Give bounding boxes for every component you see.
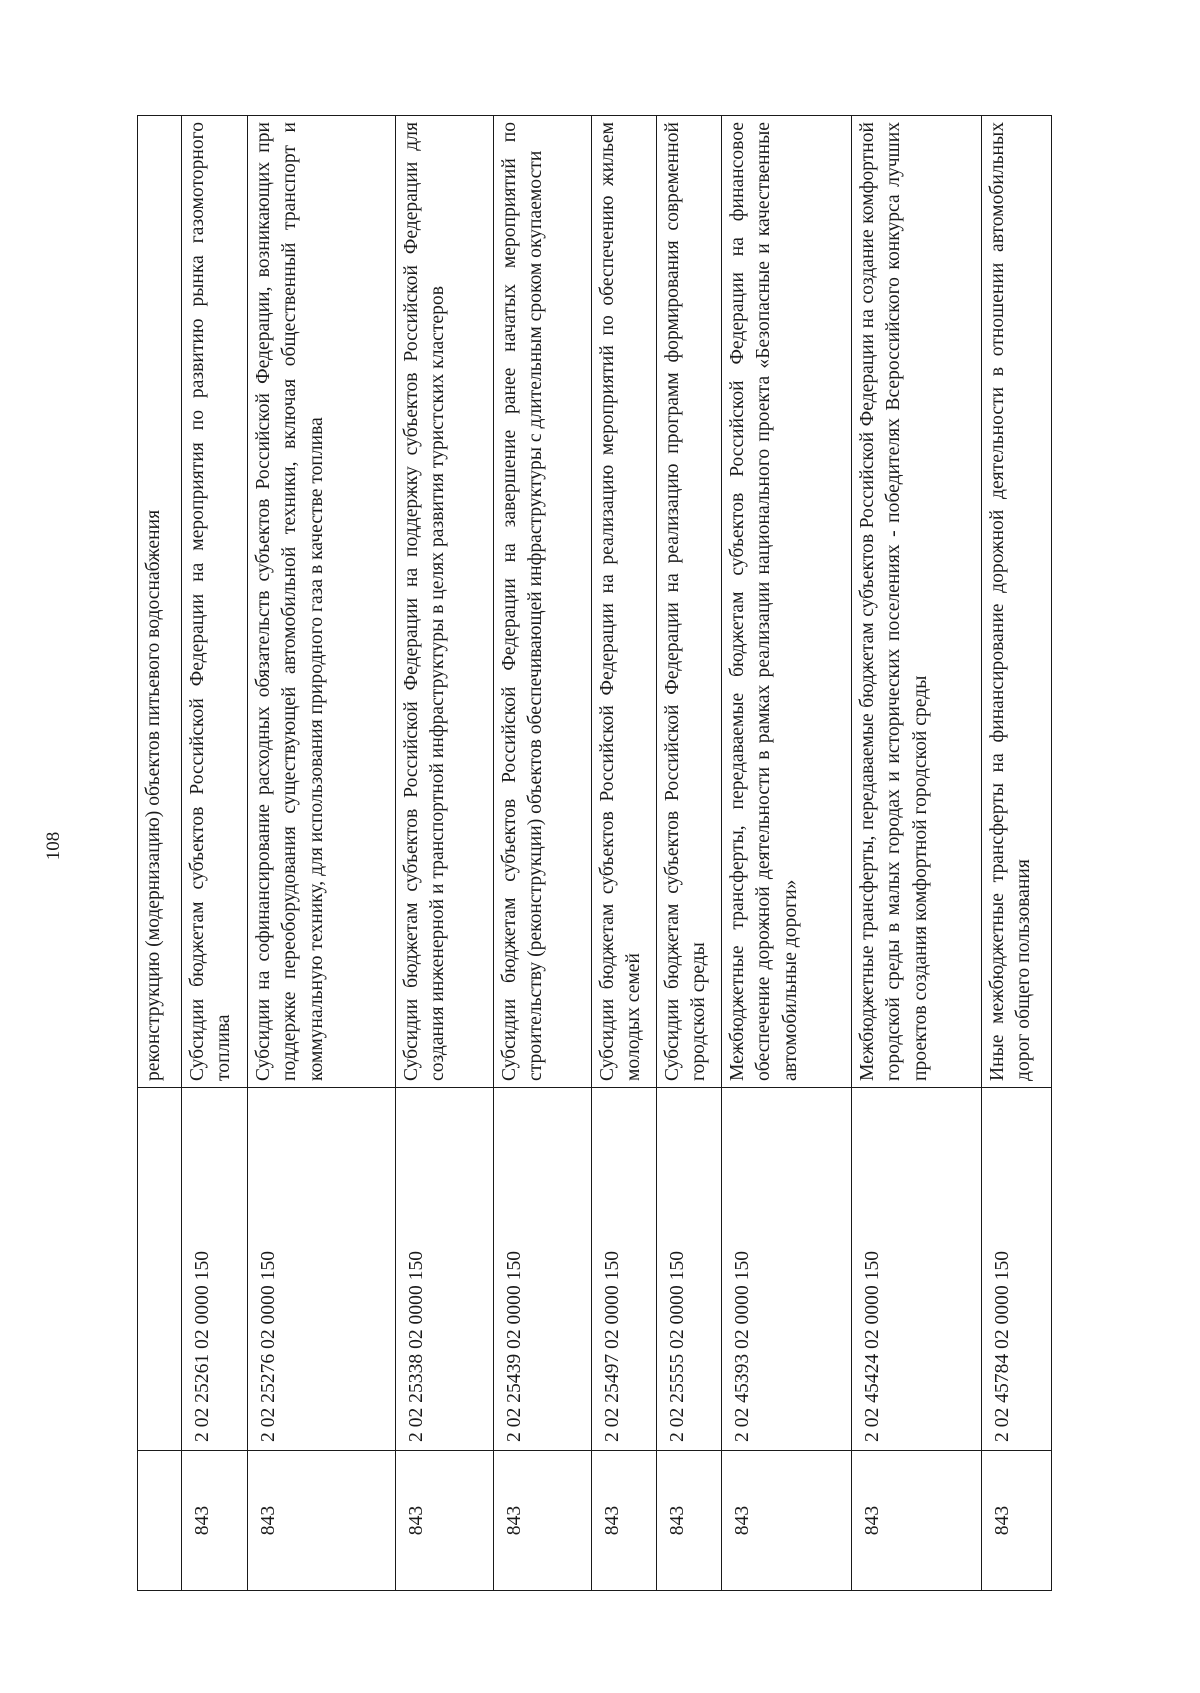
revenue-code-cell: 2 02 25338 02 0000 150 [396, 1088, 494, 1451]
revenue-name-cell: Иные межбюджетные трансферты на финансирование дорожной деятельности в отношении автомобильных дорог общего пользования [982, 116, 1052, 1088]
table-row [248, 116, 396, 1591]
revenue-name-cell: Субсидии бюджетам субъектов Российской Федерации на поддержку субъектов Российской Федерации для создания инженерной и транспортной инфраструктуры в целях развития туристских кластеров [396, 116, 494, 1088]
revenue-name-cell: Субсидии на софинансирование расходных обязательств субъектов Российской Федерации, возникающих при поддержке переоборудования существующей автомобильной техники, включая общественный транспорт и коммунальную технику, для использования природного газа в качестве топлива [248, 116, 396, 1088]
admin-code-cell: 843 [657, 1451, 722, 1591]
admin-code-cell: 843 [592, 1451, 657, 1591]
revenue-name-cell: Межбюджетные трансферты, передаваемые бюджетам субъектов Российской Федерации на создание комфортной городской среды в малых городах и исторических поселениях - победителях Всероссийского конкурса лучших проектов создания комфортной городской среды [852, 116, 982, 1088]
table-row [722, 116, 852, 1591]
admin-code-cell [138, 1451, 182, 1591]
revenue-code-cell: 2 02 45424 02 0000 150 [852, 1088, 982, 1451]
admin-code-cell: 843 [852, 1451, 982, 1591]
revenue-name-cell: реконструкцию (модернизацию) объектов питьевого водоснабжения [138, 116, 182, 1088]
revenue-code-cell: 2 02 25276 02 0000 150 [248, 1088, 396, 1451]
revenue-code-cell: 2 02 45393 02 0000 150 [722, 1088, 852, 1451]
revenue-code-cell [138, 1088, 182, 1451]
admin-code-cell: 843 [248, 1451, 396, 1591]
table-row [138, 116, 182, 1591]
revenue-code-cell: 2 02 45784 02 0000 150 [982, 1088, 1052, 1451]
revenue-code-cell: 2 02 25497 02 0000 150 [592, 1088, 657, 1451]
revenue-code-cell: 2 02 25555 02 0000 150 [657, 1088, 722, 1451]
table-row [494, 116, 592, 1591]
table-row [396, 116, 494, 1591]
table-row [982, 116, 1052, 1591]
revenue-name-cell: Межбюджетные трансферты, передаваемые бюджетам субъектов Российской Федерации на финансовое обеспечение дорожной деятельности в рамках реализации национального проекта «Безопасные и качественные автомобильные дороги» [722, 116, 852, 1088]
admin-code-cell: 843 [396, 1451, 494, 1591]
admin-code-cell: 843 [494, 1451, 592, 1591]
revenue-name-cell: Субсидии бюджетам субъектов Российской Федерации на мероприятия по развитию рынка газомоторного топлива [182, 116, 248, 1088]
table-row [592, 116, 657, 1591]
rotated-page-content [137, 116, 1059, 1591]
revenue-codes-table [137, 115, 1052, 1591]
page-number: 108 [43, 831, 64, 861]
revenue-name-cell: Субсидии бюджетам субъектов Российской Федерации на реализацию программ формирования современной городской среды [657, 116, 722, 1088]
revenue-name-cell: Субсидии бюджетам субъектов Российской Федерации на завершение ранее начатых мероприятий по строительству (реконструкции) объектов обеспечивающей инфраструктуры с длительным сроком окупаемости [494, 116, 592, 1088]
revenue-code-cell: 2 02 25439 02 0000 150 [494, 1088, 592, 1451]
table-row [852, 116, 982, 1591]
table-row [657, 116, 722, 1591]
admin-code-cell: 843 [982, 1451, 1052, 1591]
revenue-name-cell: Субсидии бюджетам субъектов Российской Федерации на реализацию мероприятий по обеспечению жильем молодых семей [592, 116, 657, 1088]
admin-code-cell: 843 [182, 1451, 248, 1591]
revenue-code-cell: 2 02 25261 02 0000 150 [182, 1088, 248, 1451]
admin-code-cell: 843 [722, 1451, 852, 1591]
table-row [182, 116, 248, 1591]
